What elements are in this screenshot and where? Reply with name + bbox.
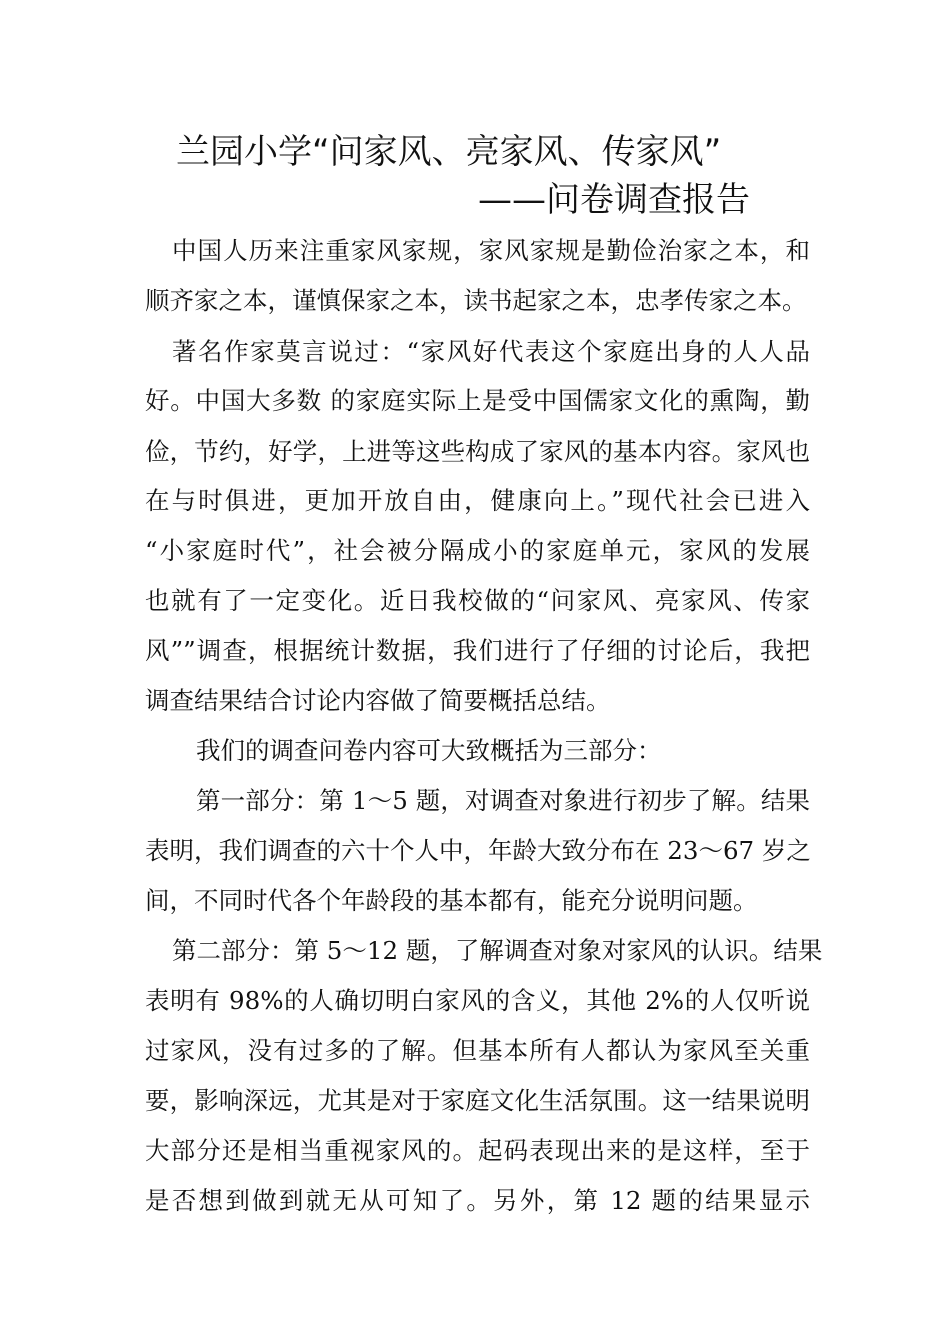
paragraph-line: 间，不同时代各个年龄段的基本都有，能充分说明问题。 [145,886,758,915]
paragraph-line: 俭，节约，好学，上进等这些构成了家风的基本内容。家风也 [145,437,810,466]
document-subtitle: ——问卷调查报告 [478,180,750,220]
paragraph-line: 好。中国大多数 的家庭实际上是受中国儒家文化的熏陶，勤 [145,386,810,415]
document-title: 兰园小学“问家风、亮家风、传家风” [176,132,722,172]
paragraph-line: 在与时俱进，更加开放自由，健康向上。”现代社会已进入 [145,486,810,515]
paragraph-line: 我们的调查问卷内容可大致概括为三部分： [196,736,662,765]
paragraph-line: 第二部分：第 5～12 题，了解调查对象对家风的认识。结果 [172,936,823,965]
paragraph-line: 风””调查，根据统计数据，我们进行了仔细的讨论后，我把 [145,636,810,665]
paragraph-line: 调查结果结合讨论内容做了简要概括总结。 [145,686,611,715]
paragraph-line: 要，影响深远，尤其是对于家庭文化生活氛围。这一结果说明 [145,1086,810,1115]
paragraph-line: 也就有了一定变化。近日我校做的“问家风、亮家风、传家 [145,586,810,615]
paragraph-line: 表明，我们调查的六十个人中，年龄大致分布在 23～67 岁之 [145,836,811,865]
paragraph-line: 著名作家莫言说过：“家风好代表这个家庭出身的人人品 [172,337,810,366]
paragraph-line: 是否想到做到就无从可知了。另外，第 12 题的结果显示 [145,1186,810,1215]
paragraph-line: 第一部分：第 1～5 题，对调查对象进行初步了解。结果 [196,786,810,815]
paragraph-line: 过家风，没有过多的了解。但基本所有人都认为家风至关重 [145,1036,810,1065]
paragraph-line: 顺齐家之本，谨慎保家之本，读书起家之本，忠孝传家之本。 [145,286,807,315]
paragraph-line: 表明有 98%的人确切明白家风的含义，其他 2%的人仅听说 [145,986,810,1015]
paragraph-line: 中国人历来注重家风家规，家风家规是勤俭治家之本，和 [172,236,810,265]
paragraph-line: 大部分还是相当重视家风的。起码表现出来的是这样，至于 [145,1136,810,1165]
paragraph-line: “小家庭时代”，社会被分隔成小的家庭单元，家风的发展 [145,536,810,565]
